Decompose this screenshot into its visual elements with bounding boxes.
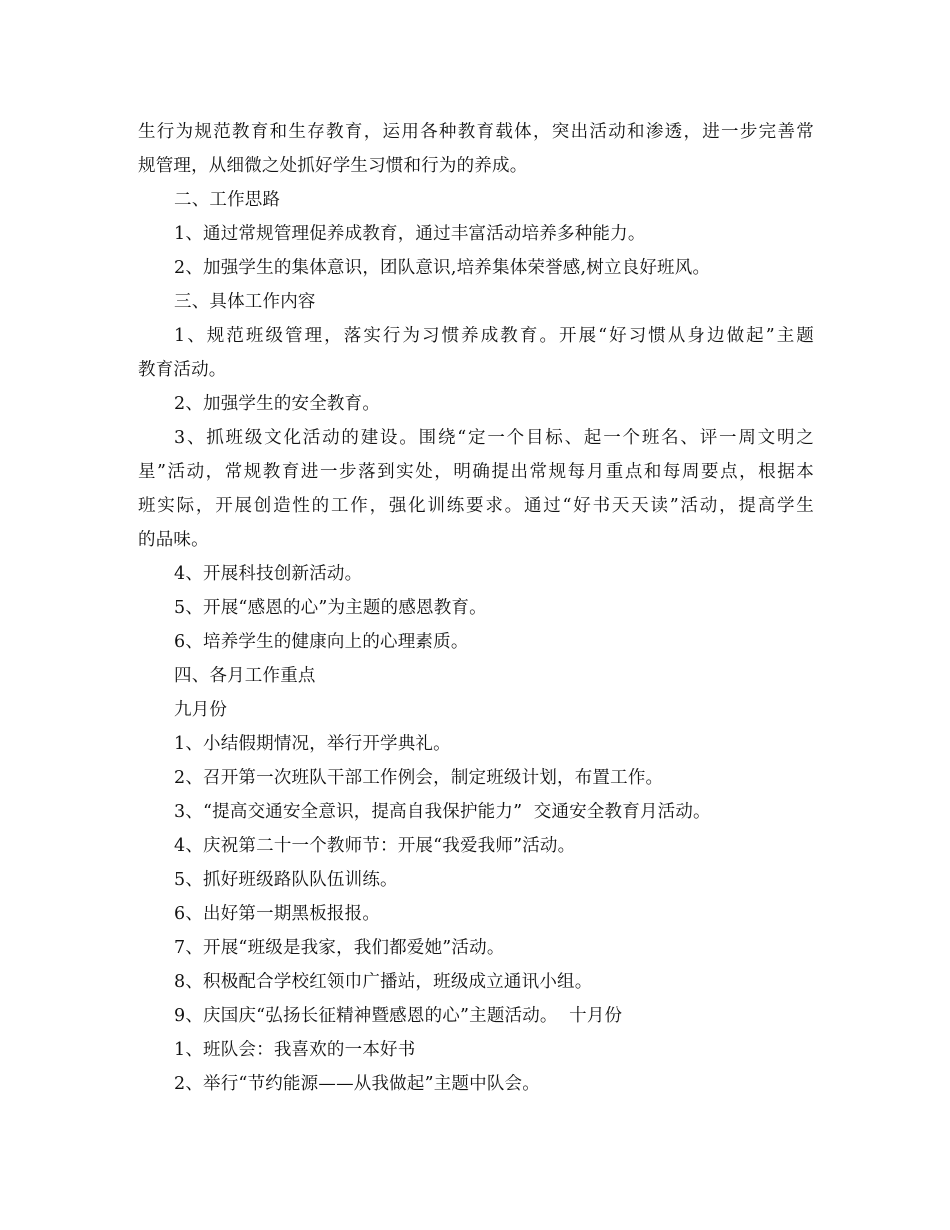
list-item: 1、规范班级管理，落实行为习惯养成教育。开展“好习惯从身边做起”主题 — [174, 326, 814, 346]
list-item: 1、小结假期情况，举行开学典礼。 — [174, 734, 451, 754]
list-item: 6、培养学生的健康向上的心理素质。 — [174, 632, 469, 652]
list-item: 1、通过常规管理促养成教育，通过丰富活动培养多种能力。 — [174, 224, 646, 244]
body-line: 教育活动。 — [138, 360, 227, 380]
list-item: 4、庆祝第二十一个教师节：开展“我爱我师”活动。 — [174, 836, 576, 856]
list-item: 6、出好第一期黑板报报。 — [174, 904, 381, 924]
body-line: 的品味。 — [138, 530, 209, 550]
list-item: 3、“提高交通安全意识，提高自我保护能力” 交通安全教育月活动。 — [174, 802, 711, 822]
list-item: 8、积极配合学校红领巾广播站，班级成立通讯小组。 — [174, 972, 593, 992]
section-heading: 四、各月工作重点 — [174, 666, 316, 686]
list-item: 2、加强学生的安全教育。 — [174, 394, 381, 414]
list-item: 7、开展“班级是我家，我们都爱她”活动。 — [174, 938, 505, 958]
list-item: 4、开展科技创新活动。 — [174, 564, 363, 584]
body-line: 规管理，从细微之处抓好学生习惯和行为的养成。 — [138, 156, 528, 176]
list-item: 1、班队会：我喜欢的一本好书 — [174, 1040, 416, 1060]
document-body — [138, 115, 814, 1101]
section-heading: 三、具体工作内容 — [174, 292, 316, 312]
list-item: 9、庆国庆“弘扬长征精神暨感恩的心”主题活动。 十月份 — [174, 1006, 623, 1026]
list-item: 5、开展“感恩的心”为主题的感恩教育。 — [174, 598, 487, 618]
month-heading: 九月份 — [174, 700, 228, 720]
body-line: 星”活动，常规教育进一步落到实处，明确提出常规每月重点和每周要点，根据本 — [138, 462, 814, 482]
section-heading: 二、工作思路 — [174, 190, 281, 210]
list-item: 2、举行“节约能源——从我做起”主题中队会。 — [174, 1074, 540, 1094]
body-line: 生行为规范教育和生存教育，运用各种教育载体，突出活动和渗透，进一步完善常 — [138, 122, 814, 142]
list-item: 2、召开第一次班队干部工作例会，制定班级计划，布置工作。 — [174, 768, 664, 788]
list-item: 5、抓好班级路队队伍训练。 — [174, 870, 398, 890]
body-line: 班实际，开展创造性的工作，强化训练要求。通过“好书天天读”活动，提高学生 — [138, 496, 814, 516]
list-item: 3、抓班级文化活动的建设。围绕“定一个目标、起一个班名、评一周文明之 — [174, 428, 814, 448]
list-item: 2、加强学生的集体意识，团队意识,培养集体荣誉感,树立良好班风。 — [174, 258, 711, 278]
